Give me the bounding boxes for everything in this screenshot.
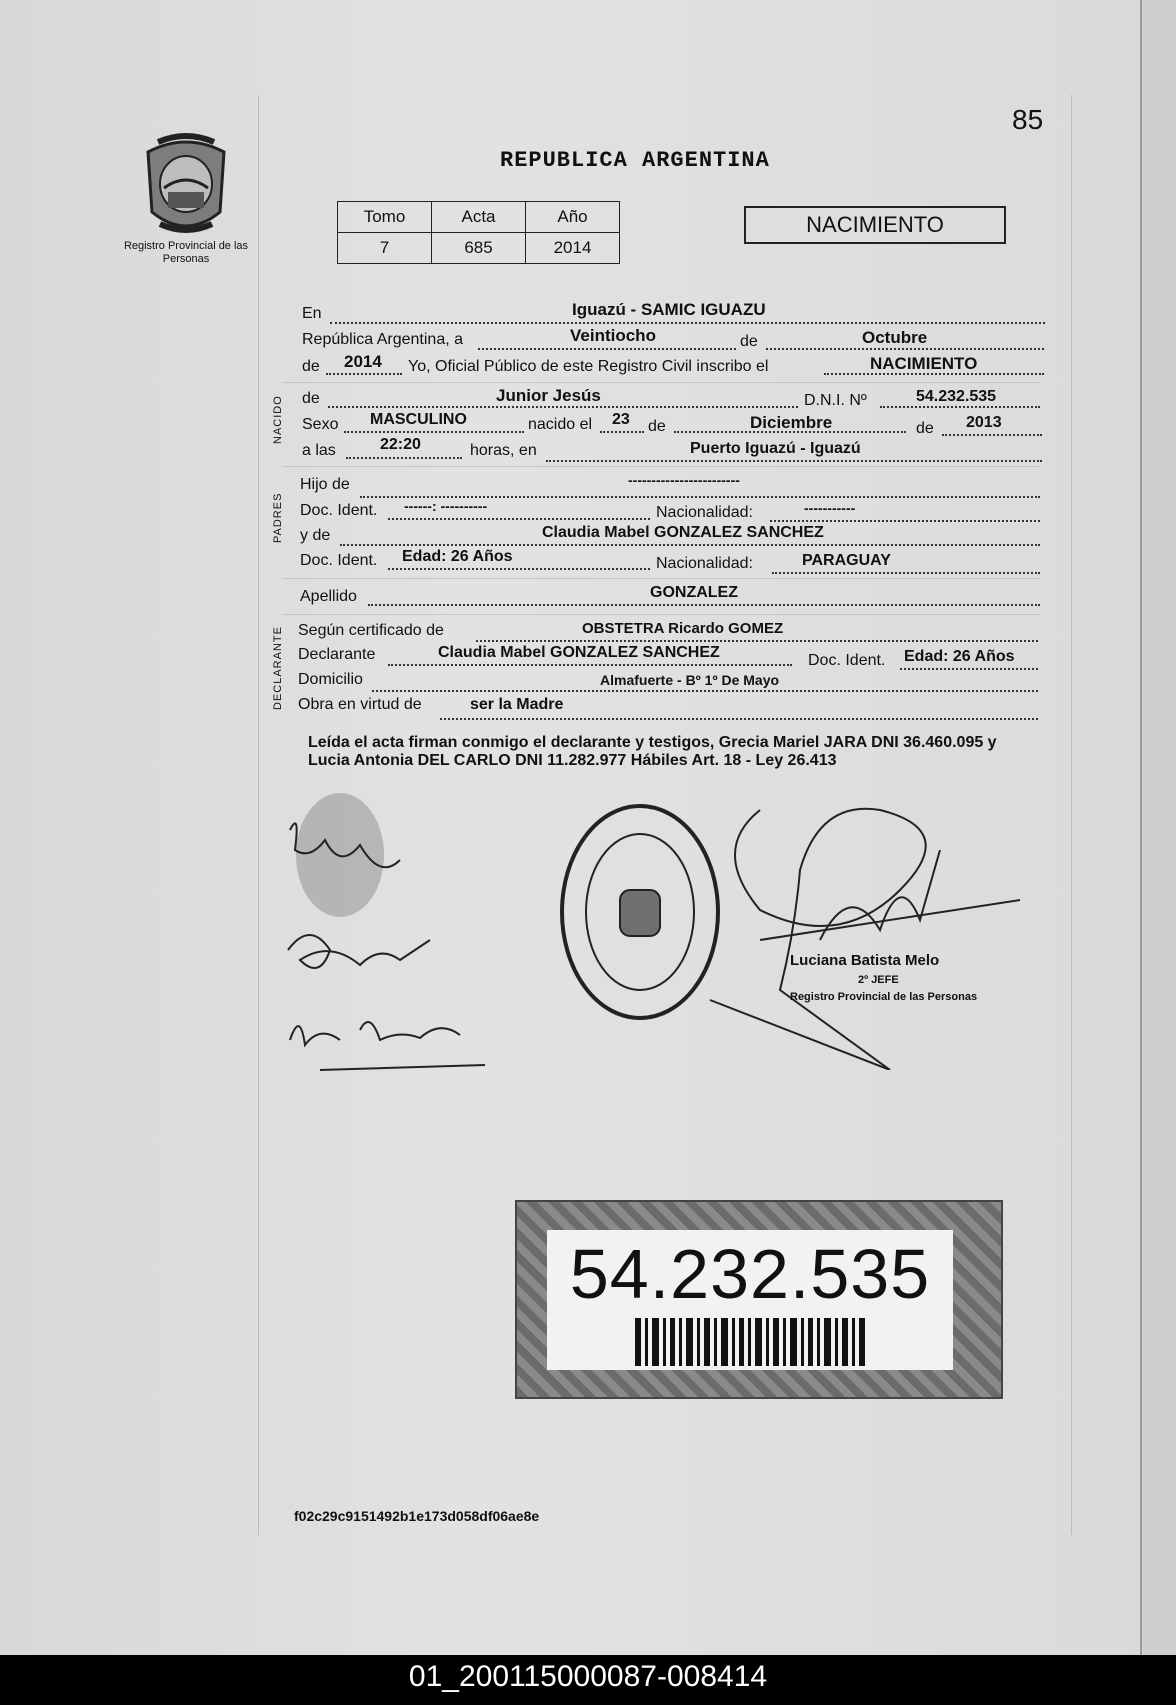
mother-value: Claudia Mabel GONZALEZ SANCHEZ: [542, 524, 824, 541]
acta-value: 685: [432, 233, 526, 264]
dotted-line: [328, 406, 798, 408]
dotted-line: [770, 520, 1040, 522]
logo-caption: Registro Provincial de las Personas: [123, 240, 249, 265]
born-de1-label: de: [648, 418, 666, 435]
father-doc-label: Doc. Ident.: [300, 502, 378, 519]
father-nat-label: Nacionalidad:: [656, 504, 753, 521]
dotted-line: [388, 664, 792, 666]
declarant-doc-label: Doc. Ident.: [808, 652, 886, 669]
capacity-label: Obra en virtud de: [298, 696, 422, 713]
sex-label: Sexo: [302, 416, 339, 433]
section-nacido-label: NACIDO: [272, 395, 284, 444]
registry-table: [337, 201, 620, 264]
address-label: Domicilio: [298, 671, 363, 688]
acta-header: Acta: [432, 202, 526, 233]
dotted-line: [344, 431, 524, 433]
born-de2-label: de: [916, 420, 934, 437]
dotted-line: [476, 640, 1038, 642]
record-kind-box: NACIMIENTO: [744, 206, 1006, 244]
section-padres-label: PADRES: [272, 492, 284, 543]
document-hash: f02c29c9151492b1e173d058df06ae8e: [294, 1508, 540, 1524]
dotted-line: [880, 406, 1040, 408]
barcode-label: [547, 1230, 953, 1370]
cert-label: Según certificado de: [298, 622, 444, 639]
mother-doc-label: Doc. Ident.: [300, 552, 378, 569]
dotted-line: [766, 348, 1044, 350]
declarant-label: Declarante: [298, 646, 376, 663]
year-value: 2014: [344, 352, 382, 371]
dotted-line: [372, 690, 1038, 692]
dotted-line: [368, 604, 1040, 606]
anio-value: 2014: [526, 233, 620, 264]
born-year-value: 2013: [966, 414, 1002, 431]
official-title: 2º JEFE: [858, 974, 899, 986]
dotted-line: [326, 373, 402, 375]
sheet-edge: [1140, 0, 1176, 1655]
dotted-line: [600, 431, 644, 433]
page-number: 85: [1012, 104, 1044, 135]
official-name: Luciana Batista Melo: [790, 952, 940, 969]
official-stamp: [556, 800, 724, 1025]
dotted-line: [440, 718, 1038, 720]
mother-label: y de: [300, 527, 331, 544]
anio-header: Año: [526, 202, 620, 233]
republic-label: República Argentina, a: [302, 331, 463, 348]
dotted-line: [388, 518, 650, 520]
dotted-line: [478, 348, 736, 350]
barcode-number: 54.232.535: [569, 1235, 931, 1313]
father-nat-value: -----------: [804, 500, 856, 516]
declarant-value: Claudia Mabel GONZALEZ SANCHEZ: [438, 644, 720, 661]
dotted-line: [330, 322, 1045, 324]
country-title: REPUBLICA ARGENTINA: [500, 148, 770, 173]
de-label: de: [740, 333, 758, 350]
barcode-sticker: [515, 1200, 1003, 1399]
father-label: Hijo de: [300, 476, 350, 493]
father-value: ------------------------: [628, 472, 740, 488]
address-value: Almafuerte - Bº 1º De Mayo: [600, 672, 780, 688]
declarant-doc-value: Edad: 26 Años: [904, 648, 1015, 665]
capacity-value: ser la Madre: [470, 696, 564, 713]
birthplace-value: Puerto Iguazú - Iguazú: [690, 440, 861, 457]
signature-witness-2: [288, 935, 430, 968]
name-label: de: [302, 390, 320, 407]
inscribe-text: Yo, Oficial Público de este Registro Civil inscribo el: [408, 358, 769, 375]
signature-witness-3: [290, 1022, 460, 1045]
month-value: Octubre: [862, 328, 928, 347]
place-label: En: [302, 305, 322, 322]
place-value: Iguazú - SAMIC IGUAZU: [572, 300, 766, 319]
mother-nat-label: Nacionalidad:: [656, 555, 753, 572]
born-day-value: 23: [612, 411, 630, 428]
day-value: Veintiocho: [570, 326, 656, 345]
section-declarante-label: DECLARANTE: [272, 626, 284, 710]
dni-value: 54.232.535: [916, 388, 997, 405]
surname-value: GONZALEZ: [650, 584, 738, 601]
sex-value: MASCULINO: [370, 411, 467, 428]
dotted-line: [546, 460, 1042, 462]
tomo-value: 7: [338, 233, 432, 264]
signature-official: [700, 790, 1030, 1070]
hours-label: horas, en: [470, 442, 537, 459]
name-value: Junior Jesús: [496, 386, 601, 405]
dotted-line: [388, 568, 650, 570]
province-seal-logo: [138, 132, 234, 240]
file-name-caption: 01_200115000087-008414: [408, 1660, 768, 1693]
closing-statement: Leída el acta firman conmigo el declarante y testigos, Grecia Mariel JARA DNI 36.460.095 y Lucia Antonia DEL CARLO DNI 11.282.977 Hábiles Art. 18 - Ley 26.413: [308, 734, 997, 769]
dotted-line: [942, 434, 1042, 436]
dni-label: D.N.I. Nº: [804, 392, 867, 409]
dotted-line: [900, 668, 1038, 670]
born-label: nacido el: [528, 416, 593, 433]
mother-nat-value: PARAGUAY: [802, 552, 891, 569]
surname-label: Apellido: [300, 588, 357, 605]
official-org: Registro Provincial de las Personas: [790, 991, 978, 1003]
signatures-witnesses: [270, 790, 500, 1090]
inscribe-value: NACIMIENTO: [870, 354, 978, 373]
dotted-line: [346, 457, 462, 459]
father-doc-value: ------: ----------: [404, 498, 488, 514]
year-prefix-label: de: [302, 358, 320, 375]
born-month-value: Diciembre: [750, 413, 833, 432]
tomo-header: Tomo: [338, 202, 432, 233]
mother-doc-value: Edad: 26 Años: [402, 548, 513, 565]
dotted-line: [340, 544, 1040, 546]
barcode-bars: [635, 1318, 865, 1366]
dotted-line: [772, 572, 1040, 574]
cert-value: OBSTETRA Ricardo GOMEZ: [582, 620, 784, 637]
time-value: 22:20: [380, 436, 421, 453]
time-label: a las: [302, 442, 336, 459]
